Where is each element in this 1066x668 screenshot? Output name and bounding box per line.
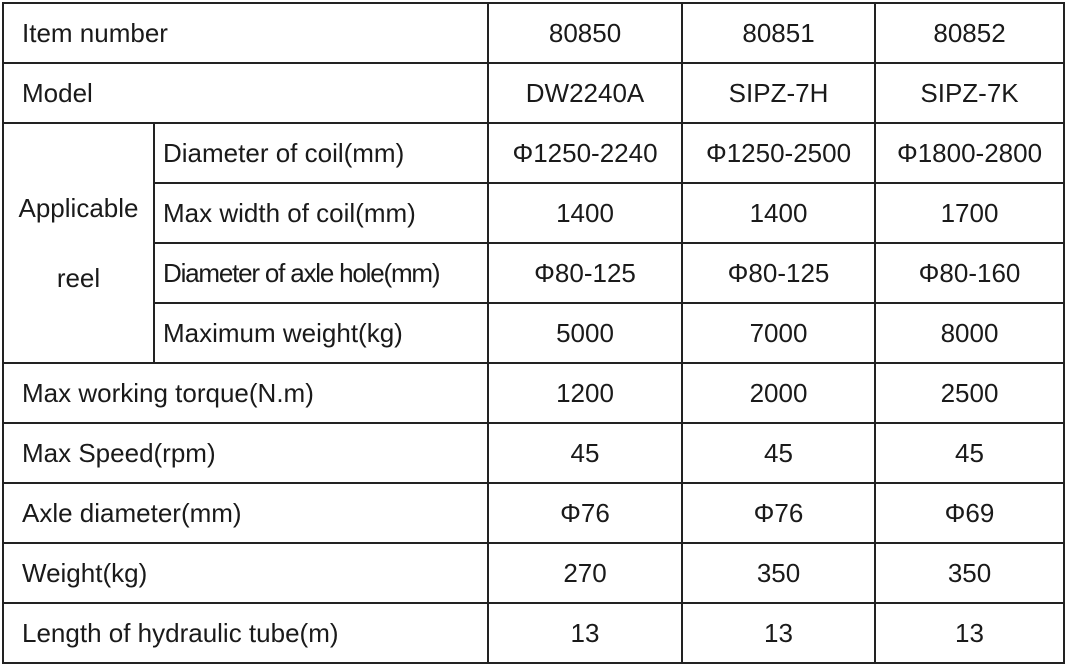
table-row-diameter-of-axle-hole — [3, 243, 1064, 303]
cell-axle-diameter-1: Φ76 — [488, 483, 682, 543]
row-label-max-width-of-coil: Max width of coil(mm) — [154, 183, 488, 243]
cell-axle-diameter-3: Φ69 — [875, 483, 1064, 543]
table-row-axle-diameter — [3, 483, 1064, 543]
cell-max-speed-2: 45 — [682, 423, 875, 483]
cell-max-speed-3: 45 — [875, 423, 1064, 483]
cell-item-number-80851: 80851 — [682, 3, 875, 63]
table-row-item-number — [3, 3, 1064, 63]
cell-max-working-torque-1: 1200 — [488, 363, 682, 423]
table-row-maximum-weight — [3, 303, 1064, 363]
row-label-weight: Weight(kg) — [3, 543, 488, 603]
table-row-max-working-torque — [3, 363, 1064, 423]
cell-maximum-weight-3: 8000 — [875, 303, 1064, 363]
table-row-max-width-of-coil — [3, 183, 1064, 243]
cell-weight-3: 350 — [875, 543, 1064, 603]
cell-max-width-of-coil-1: 1400 — [488, 183, 682, 243]
cell-diameter-of-coil-1: Φ1250-2240 — [488, 123, 682, 183]
cell-model-2: SIPZ-7H — [682, 63, 875, 123]
cell-diameter-of-axle-hole-3: Φ80-160 — [875, 243, 1064, 303]
cell-model-1: DW2240A — [488, 63, 682, 123]
table-row-weight — [3, 543, 1064, 603]
table-row-diameter-of-coil — [3, 123, 1064, 183]
cell-model-3: SIPZ-7K — [875, 63, 1064, 123]
row-label-max-speed: Max Speed(rpm) — [3, 423, 488, 483]
row-label-item-number: Item number — [3, 3, 488, 63]
group-label-line1: Applicable — [18, 193, 139, 223]
table-row-model — [3, 63, 1064, 123]
cell-weight-2: 350 — [682, 543, 875, 603]
cell-max-working-torque-2: 2000 — [682, 363, 875, 423]
cell-max-width-of-coil-2: 1400 — [682, 183, 875, 243]
cell-item-number-80852: 80852 — [875, 3, 1064, 63]
cell-max-working-torque-3: 2500 — [875, 363, 1064, 423]
group-label-applicable-reel — [3, 123, 154, 363]
cell-length-of-hydraulic-tube-1: 13 — [488, 603, 682, 663]
cell-max-speed-1: 45 — [488, 423, 682, 483]
cell-max-width-of-coil-3: 1700 — [875, 183, 1064, 243]
cell-length-of-hydraulic-tube-2: 13 — [682, 603, 875, 663]
group-label-line2: reel — [56, 263, 101, 293]
row-label-diameter-of-axle-hole: Diameter of axle hole(mm) — [154, 243, 488, 303]
row-label-model: Model — [3, 63, 488, 123]
cell-axle-diameter-2: Φ76 — [682, 483, 875, 543]
cell-maximum-weight-2: 7000 — [682, 303, 875, 363]
table-row-length-of-hydraulic-tube — [3, 603, 1064, 663]
row-label-diameter-of-coil: Diameter of coil(mm) — [154, 123, 488, 183]
cell-diameter-of-coil-3: Φ1800-2800 — [875, 123, 1064, 183]
row-label-max-working-torque: Max working torque(N.m) — [3, 363, 488, 423]
cell-diameter-of-coil-2: Φ1250-2500 — [682, 123, 875, 183]
row-label-maximum-weight: Maximum weight(kg) — [154, 303, 488, 363]
row-label-axle-diameter: Axle diameter(mm) — [3, 483, 488, 543]
cell-diameter-of-axle-hole-1: Φ80-125 — [488, 243, 682, 303]
table-row-max-speed — [3, 423, 1064, 483]
specification-table — [2, 2, 1065, 664]
cell-diameter-of-axle-hole-2: Φ80-125 — [682, 243, 875, 303]
cell-item-number-80850: 80850 — [488, 3, 682, 63]
cell-maximum-weight-1: 5000 — [488, 303, 682, 363]
row-label-length-of-hydraulic-tube: Length of hydraulic tube(m) — [3, 603, 488, 663]
cell-weight-1: 270 — [488, 543, 682, 603]
cell-length-of-hydraulic-tube-3: 13 — [875, 603, 1064, 663]
